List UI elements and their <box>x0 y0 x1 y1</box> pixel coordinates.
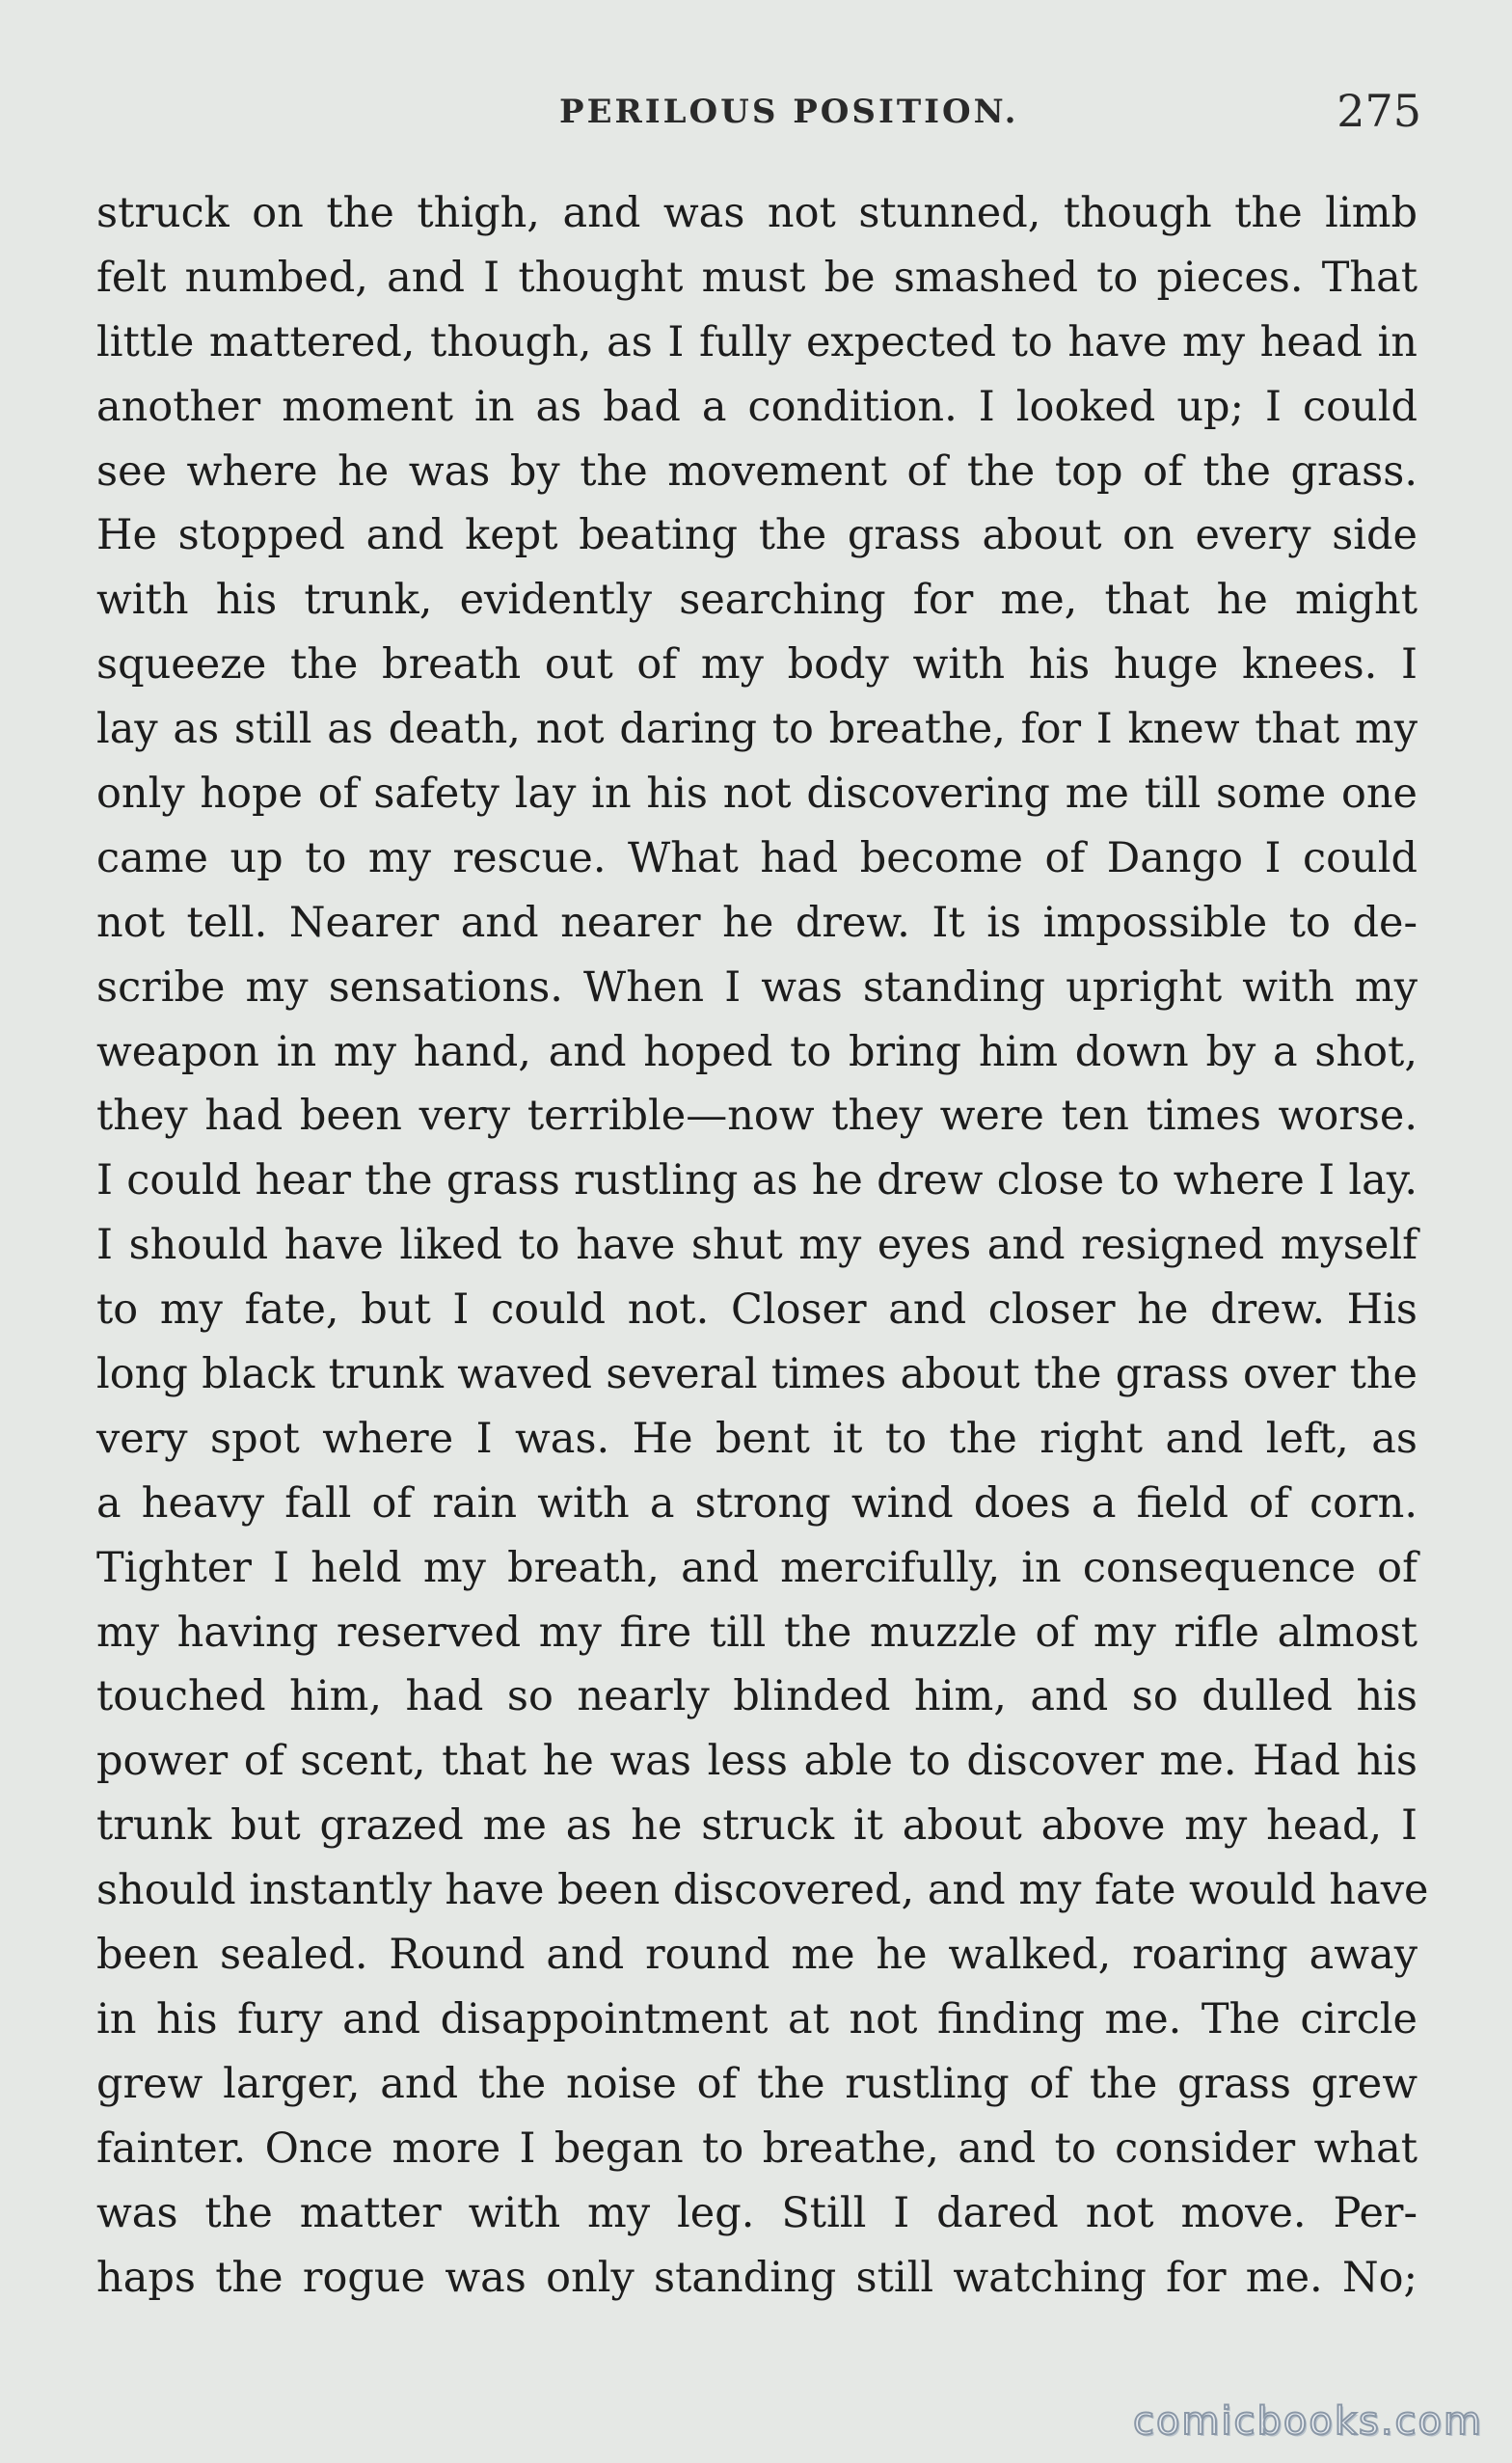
text-line: came up to my rescue. What had become of Dango I could <box>96 833 1418 882</box>
text-line: with his trunk, evidently searching for me, that he might <box>96 576 1418 625</box>
text-line: very spot where I was. He bent it to the right and left, as <box>96 1414 1418 1463</box>
text-line: touched him, had so nearly blinded him, and so dulled his <box>96 1672 1418 1721</box>
text-line: I should have liked to have shut my eyes and resigned myself <box>96 1221 1418 1270</box>
text-line: my having reserved my fire till the muzzle of my rifle almost <box>96 1608 1418 1657</box>
text-line: been sealed. Round and round me he walked, roaring away <box>96 1931 1418 1980</box>
text-line: grew larger, and the noise of the rustling of the grass grew <box>96 2059 1418 2108</box>
page-number: 275 <box>1336 85 1421 137</box>
running-head: PERILOUS POSITION. <box>559 93 1019 131</box>
text-line: He stopped and kept beating the grass about on every side <box>96 511 1418 560</box>
text-line: not tell. Nearer and nearer he drew. It is impossible to de- <box>96 898 1418 947</box>
text-line: in his fury and disappointment at not finding me. The circle <box>96 1994 1418 2043</box>
text-line: felt numbed, and I thought must be smashed to pieces. That <box>96 253 1418 302</box>
text-line: power of scent, that he was less able to discover me. Had his <box>96 1737 1418 1786</box>
text-line: trunk but grazed me as he struck it about above my head, I <box>96 1801 1418 1851</box>
text-line: should instantly have been discovered, and my fate would have <box>96 1866 1429 1915</box>
text-line: was the matter with my leg. Still I dared not move. Per- <box>96 2188 1418 2237</box>
text-line: to my fate, but I could not. Closer and closer he drew. His <box>96 1286 1418 1335</box>
text-line: squeeze the breath out of my body with his huge knees. I <box>96 640 1418 690</box>
text-line: haps the rogue was only standing still watching for me. No; <box>96 2253 1418 2302</box>
text-line: they had been very terrible—now they were ten times worse. <box>96 1092 1418 1141</box>
text-line: see where he was by the movement of the top of the grass. <box>96 447 1418 496</box>
body-text <box>96 181 1429 2310</box>
text-line: little mattered, though, as I fully expected to have my head in <box>96 317 1418 366</box>
text-line: fainter. Once more I began to breathe, and to consider what <box>96 2124 1418 2173</box>
text-line: a heavy fall of rain with a strong wind does a field of corn. <box>96 1478 1418 1528</box>
text-line: lay as still as death, not daring to breathe, for I knew that my <box>96 705 1418 754</box>
text-line: Tighter I held my breath, and mercifully, in consequence of <box>96 1543 1418 1592</box>
text-line: long black trunk waved several times about the grass over the <box>96 1350 1418 1399</box>
text-line: another moment in as bad a condition. I looked up; I could <box>96 382 1418 431</box>
text-line: scribe my sensations. When I was standing upright with my <box>96 962 1418 1012</box>
text-line: I could hear the grass rustling as he drew close to where I lay. <box>96 1156 1418 1205</box>
text-line: weapon in my hand, and hoped to bring him down by a shot, <box>96 1027 1418 1076</box>
watermark-logo: comicbooks.com <box>1132 2399 1483 2444</box>
text-line: only hope of safety lay in his not discovering me till some one <box>96 770 1418 819</box>
text-line: struck on the thigh, and was not stunned, though the limb <box>96 189 1418 237</box>
